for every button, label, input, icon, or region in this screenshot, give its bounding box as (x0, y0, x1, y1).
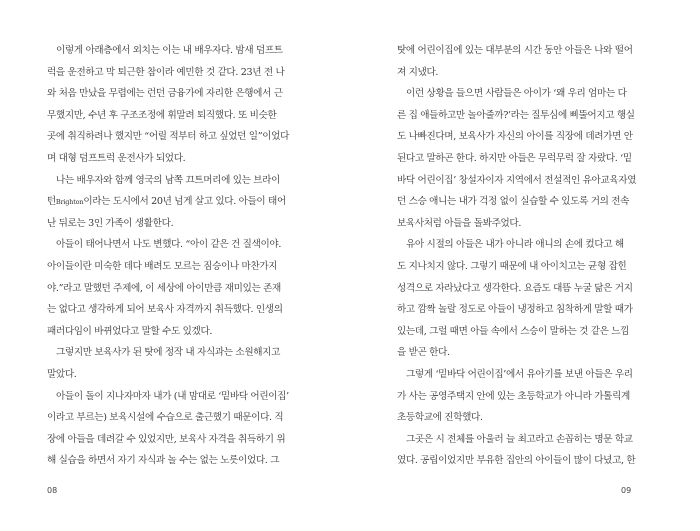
line-text: 나는 배우자와 함께 영국의 남쪽 끄트머리에 있는 브라이 (56, 174, 281, 186)
line-text: 그곳은 시 전체를 아울러 늘 최고라고 손꼽히는 명문 학교 (406, 433, 633, 445)
text-line (47, 450, 303, 472)
right-page-number: 09 (621, 486, 632, 495)
line-text: 곳에 취직하려나 했지만 “어릴 적부터 하고 싶었던 일”이었다 (47, 131, 290, 143)
line-text: 된다고 말하곤 한다. 하지만 아들은 무럭무럭 잘 자랐다. ‘밑 (397, 152, 632, 164)
text-line (397, 256, 655, 278)
text-line (397, 299, 655, 321)
text-line (47, 256, 303, 278)
text-line (397, 105, 655, 127)
line-text: 을 받곤 한다. (397, 347, 450, 359)
line-text: 도 나빠진다며, 보육사가 자신의 아이를 직장에 데려가면 안 (397, 131, 633, 143)
line-text: 하고 깜짝 놀랄 정도로 아들이 냉정하고 침착하게 말할 때가 (397, 304, 633, 316)
line-text: 가 사는 공영주택지 안에 있는 초등학교가 아니라 가톨릭계 (397, 390, 630, 402)
line-text: 보육사처럼 아들을 돌봐주었다. (397, 217, 522, 229)
line-text: 패러다임이 바뀌었다고 말할 수도 있겠다. (47, 325, 213, 337)
text-line (47, 148, 303, 170)
line-text: 와 처음 만났을 무렵에는 런던 금융가에 자리한 은행에서 근 (47, 88, 283, 100)
text-line (47, 407, 303, 429)
line-text: 는 없다고 생각하게 되어 보육사 자격까지 취득했다. 인생의 (47, 304, 283, 316)
text-line (47, 126, 303, 148)
line-text: 이라고 부르는) 보육시설에 수습으로 출근했기 때문이다. 직 (47, 412, 284, 424)
line-text: 른 집 애들하고만 놀아줄까?’라는 질투심에 삐뚤어지고 행실 (397, 109, 635, 121)
right-page-body (397, 40, 655, 472)
line-text: 바닥 어린이집’ 창설자이자 지역에서 전설적인 유아교육자였 (397, 174, 637, 186)
text-line (397, 126, 655, 148)
text-line (397, 213, 655, 235)
line-text: 무했지만, 수년 후 구조조정에 휘말려 퇴직했다. 또 비슷한 (47, 109, 277, 121)
line-text: 그렇게 ‘밑바닥 어린이집’에서 유아기를 보낸 아들은 우리 (406, 368, 633, 380)
text-line (397, 62, 655, 84)
left-page-body (47, 40, 303, 472)
line-text: 며 대형 덤프트럭 운전사가 되었다. (47, 152, 186, 164)
line-text-continued: 이라는 도시에서 20년 넘게 살고 있다. 아들이 태어 (83, 196, 286, 208)
line-text: 성격으로 자라났다고 생각한다. 요즘도 대뜸 누굴 닮은 거지 (397, 282, 633, 294)
text-line (47, 191, 303, 213)
line-text: 턴 (47, 196, 56, 208)
text-line (47, 62, 303, 84)
text-line (397, 83, 655, 105)
line-text: 였다. 공립이었지만 부유한 집안의 아이들이 많이 다녔고, 한 (397, 455, 636, 467)
text-line (47, 299, 303, 321)
text-line (47, 40, 303, 62)
text-line (397, 170, 655, 192)
right-page (350, 0, 700, 531)
text-line (47, 83, 303, 105)
text-line (47, 105, 303, 127)
romanized-annotation: Brighton (55, 198, 84, 207)
text-line (397, 450, 655, 472)
line-text: 그렇지만 보육사가 된 탓에 정작 내 자식과는 소원해지고 (56, 347, 281, 359)
text-line (397, 278, 655, 300)
text-line (47, 342, 303, 364)
text-line (397, 342, 655, 364)
line-text: 탓에 어린이집에 있는 대부분의 시간 동안 아들은 나와 떨어 (397, 45, 633, 56)
line-text: 초등학교에 진학했다. (397, 412, 483, 424)
line-text: 말았다. (47, 368, 77, 380)
line-text: 이렇게 아래층에서 외치는 이는 내 배우자다. 밤새 덤프트 (56, 45, 283, 56)
text-line (397, 364, 655, 386)
line-text: 야.”라고 말했던 주제에, 이 세상에 아이만큼 재미있는 존재 (47, 282, 281, 294)
left-page-number: 08 (47, 486, 58, 495)
text-line (397, 407, 655, 429)
line-text: 있는데, 그럴 때면 아들 속에서 스승이 말하는 것 같은 느낌 (397, 325, 630, 337)
line-text: 던 스승 애니는 내가 걱정 없이 실습할 수 있도록 거의 전속 (397, 196, 630, 208)
text-line (47, 364, 303, 386)
line-text: 유아 시절의 아들은 내가 아니라 애니의 손에 컸다고 해 (406, 239, 624, 251)
line-text: 난 뒤로는 3인 가족이 생활한다. (47, 217, 174, 229)
text-line (47, 321, 303, 343)
text-line (47, 429, 303, 451)
line-text: 이런 상황을 들으면 사람들은 아이가 ‘왜 우리 엄마는 다 (406, 88, 627, 100)
text-line (397, 191, 655, 213)
line-text: 아이들이란 미숙한 데다 배려도 모르는 짐승이나 마찬가지 (47, 260, 278, 272)
line-text: 럭을 운전하고 막 퇴근한 참이라 예민한 것 같다. 23년 전 나 (47, 66, 285, 78)
text-line (397, 321, 655, 343)
line-text: 도 지나치지 않다. 그렇기 때문에 내 아이치고는 균형 잡힌 (397, 260, 627, 272)
text-line (47, 386, 303, 408)
text-line (397, 234, 655, 256)
line-text: 져 지냈다. (397, 66, 439, 78)
text-line (397, 148, 655, 170)
text-line (47, 278, 303, 300)
line-text: 장에 아들을 데려갈 수 있었지만, 보육사 자격을 취득하기 위 (47, 433, 286, 445)
text-line (397, 429, 655, 451)
text-line (397, 386, 655, 408)
text-line (397, 40, 655, 62)
line-text: 아들이 돌이 지나자마자 내가 (내 맘대로 ‘밑바닥 어린이집’ (56, 390, 289, 402)
line-text: 해 실습을 하면서 자기 자식과 놀 수는 없는 노릇이었다. 그 (47, 455, 280, 467)
text-line (47, 213, 303, 235)
line-text: 아들이 태어나면서 나도 변했다. “아이 같은 건 질색이야. (56, 239, 282, 251)
text-line (47, 170, 303, 192)
text-line (47, 234, 303, 256)
